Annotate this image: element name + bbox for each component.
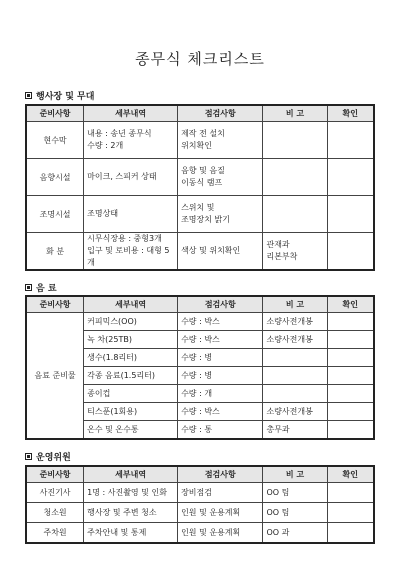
table-row [26,523,374,543]
col-header-item: 준비사항 [26,105,84,122]
table-header-row [26,105,374,122]
check-cell: 수량 : 개 [178,385,263,403]
note-cell [263,122,327,159]
section-heading-venue [25,89,94,102]
detail-cell: 티스푼(1회용) [84,403,178,421]
check-cell: 수량 : 병 [178,349,263,367]
note-cell [263,159,327,196]
note-cell: 소량사전개봉 [263,403,327,421]
table-row [26,122,374,159]
table-row [26,233,374,271]
col-header-note: 비 고 [263,296,327,313]
table-row [26,159,374,196]
check-cell: 음향 및 음질 이동식 램프 [178,159,263,196]
confirm-cell[interactable] [327,367,374,385]
col-header-confirm: 확인 [327,296,374,313]
table-row [26,483,374,503]
square-bullet-icon [25,92,32,99]
check-cell: 인원 및 운용계획 [178,523,263,543]
confirm-cell[interactable] [327,349,374,367]
detail-cell: 주차안내 및 통제 [84,523,178,543]
note-cell: 소량사전개봉 [263,313,327,331]
item-cell: 화 분 [26,233,84,271]
detail-cell: 녹 차(25TB) [84,331,178,349]
item-cell: 청소원 [26,503,84,523]
detail-cell: 온수 및 온수통 [84,421,178,439]
check-cell: 수량 : 박스 [178,313,263,331]
detail-cell: 각종 음료(1.5리터) [84,367,178,385]
col-header-detail: 세부내역 [84,296,178,313]
note-cell: OO 팀 [263,483,327,503]
note-cell: OO 팀 [263,503,327,523]
square-bullet-icon [25,284,32,291]
section-heading-staff [25,450,71,463]
confirm-cell[interactable] [327,523,374,543]
note-cell: 관재과 리본부착 [263,233,327,271]
confirm-cell[interactable] [327,483,374,503]
check-cell: 수량 : 병 [178,367,263,385]
note-cell [263,196,327,233]
item-cell: 주차원 [26,523,84,543]
section-heading-drinks [25,281,57,294]
confirm-cell[interactable] [327,503,374,523]
col-header-note: 비 고 [263,466,327,483]
staff-table [25,465,375,544]
check-cell: 수량 : 박스 [178,403,263,421]
check-cell: 색상 및 위치확인 [178,233,263,271]
detail-cell: 내용 : 송년 종무식 수량 : 2개 [84,122,178,159]
item-cell: 음향시설 [26,159,84,196]
item-cell: 사진기사 [26,483,84,503]
confirm-cell[interactable] [327,159,374,196]
item-cell: 현수막 [26,122,84,159]
table-row [26,503,374,523]
col-header-note: 비 고 [263,105,327,122]
item-cell: 조명시설 [26,196,84,233]
detail-cell: 조명상태 [84,196,178,233]
check-cell: 수량 : 박스 [178,331,263,349]
confirm-cell[interactable] [327,331,374,349]
note-cell [263,367,327,385]
square-bullet-icon [25,453,32,460]
table-header-row [26,296,374,313]
note-cell: 소량사전개봉 [263,331,327,349]
col-header-item: 준비사항 [26,466,84,483]
col-header-confirm: 확인 [327,105,374,122]
page-title: 종무식 체크리스트 [135,50,265,68]
section-heading-label: 음 료 [36,284,57,294]
detail-cell: 종이컵 [84,385,178,403]
check-cell: 수량 : 통 [178,421,263,439]
table-row [26,196,374,233]
confirm-cell[interactable] [327,385,374,403]
check-cell: 스위치 및 조명장치 밝기 [178,196,263,233]
detail-cell: 행사장 및 주변 청소 [84,503,178,523]
check-cell: 제작 전 설치 위치확인 [178,122,263,159]
note-cell [263,349,327,367]
detail-cell: 마이크, 스피커 상태 [84,159,178,196]
table-header-row [26,466,374,483]
note-cell: OO 과 [263,523,327,543]
table-row [26,313,374,331]
confirm-cell[interactable] [327,196,374,233]
col-header-item: 준비사항 [26,296,84,313]
confirm-cell[interactable] [327,403,374,421]
check-cell: 인원 및 운용계획 [178,503,263,523]
col-header-check: 점검사항 [178,105,263,122]
note-cell: 총무과 [263,421,327,439]
section-heading-label: 운영위원 [36,453,71,463]
detail-cell: 1명 : 사진촬영 및 인화 [84,483,178,503]
check-cell: 장비점검 [178,483,263,503]
col-header-detail: 세부내역 [84,105,178,122]
confirm-cell[interactable] [327,421,374,439]
col-header-check: 점검사항 [178,466,263,483]
confirm-cell[interactable] [327,313,374,331]
col-header-detail: 세부내역 [84,466,178,483]
note-cell [263,385,327,403]
confirm-cell[interactable] [327,122,374,159]
venue-table [25,104,375,271]
section-heading-label: 행사장 및 무대 [36,92,95,102]
drinks-table [25,295,375,440]
detail-cell: 생수(1.8리터) [84,349,178,367]
detail-cell: 시무식장용 : 중형3개 입구 및 로비용 : 대형 5개 [84,233,178,271]
col-header-confirm: 확인 [327,466,374,483]
col-header-check: 점검사항 [178,296,263,313]
detail-cell: 커피믹스(OO) [84,313,178,331]
confirm-cell[interactable] [327,233,374,271]
group-item-cell: 음료 준비물 [26,313,84,439]
